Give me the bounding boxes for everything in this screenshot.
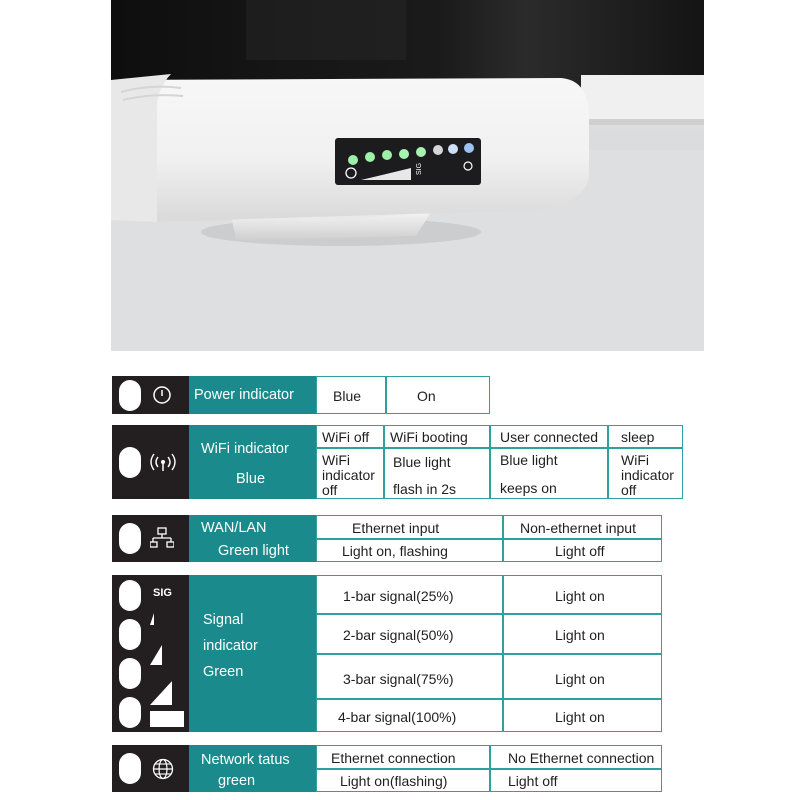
network-header-ethernet: Ethernet connection: [316, 745, 490, 769]
globe-icon: [152, 758, 174, 780]
wifi-header-off: WiFi off: [316, 425, 384, 448]
signal-row-2-state: Light on: [503, 614, 662, 654]
wan-value-non-ethernet: Light off: [503, 539, 662, 562]
wan-icon-cell: [112, 515, 189, 562]
device-photo: [111, 0, 704, 351]
network-value-no-ethernet: Light off: [490, 769, 662, 792]
sig-label: SIG: [416, 162, 423, 175]
led-pill: [119, 697, 141, 728]
signal-row-3-state: Light on: [503, 654, 662, 699]
wifi-value-booting: Blue light flash in 2s: [384, 448, 490, 499]
wifi-value-connected: Blue light keeps on: [490, 448, 608, 499]
signal-title-1: Signal: [203, 612, 244, 628]
led-pill: [119, 523, 141, 554]
signal-title-3: Green: [203, 664, 244, 680]
wifi-title: WiFi indicator: [201, 441, 289, 457]
led-pill: [119, 580, 141, 611]
power-title-cell: [189, 376, 316, 414]
signal-bars-icon: [148, 605, 186, 729]
signal-row-4-level: 4-bar signal(100%): [316, 699, 503, 732]
network-lan-icon: [150, 527, 174, 549]
signal-row-3-level: 3-bar signal(75%): [316, 654, 503, 699]
network-icon-cell: [112, 745, 189, 792]
wifi-color: Blue: [236, 471, 266, 487]
led-pill: [119, 380, 141, 411]
led-pill: [119, 619, 141, 650]
power-icon: [152, 385, 172, 405]
wan-header-non-ethernet: Non-ethernet input: [503, 515, 662, 539]
signal-row-1-state: Light on: [503, 575, 662, 614]
wifi-header-connected: User connected: [490, 425, 608, 448]
signal-icon-cell: [112, 575, 189, 732]
signal-title-cell: [189, 575, 316, 732]
wan-title-cell: [189, 515, 316, 562]
power-color: Blue: [333, 388, 362, 404]
signal-row-4-state: Light on: [503, 699, 662, 732]
led-pill: [119, 447, 141, 478]
power-icon-cell: [112, 376, 189, 414]
network-title: Network tatus: [201, 752, 290, 768]
wifi-value-off: WiFi indicator off: [316, 448, 384, 499]
outdoor-cpe-device-illustration: [111, 0, 704, 351]
signal-row-1-level: 1-bar signal(25%): [316, 575, 503, 614]
wan-header-ethernet: Ethernet input: [316, 515, 503, 539]
signal-row-2-level: 2-bar signal(50%): [316, 614, 503, 654]
wifi-icon-cell: [112, 425, 189, 499]
wifi-antenna-icon: [150, 453, 176, 473]
power-color-cell: [316, 376, 386, 414]
power-state: On: [417, 388, 436, 404]
network-color: green: [218, 773, 256, 789]
network-header-no-ethernet: No Ethernet connection: [490, 745, 662, 769]
network-value-ethernet: Light on(flashing): [316, 769, 490, 792]
led-pill: [119, 658, 141, 689]
wan-title: WAN/LAN: [201, 520, 267, 536]
wifi-header-sleep: sleep: [608, 425, 683, 448]
wifi-header-booting: WiFi booting: [384, 425, 490, 448]
wan-color: Green light: [218, 543, 289, 559]
wifi-title-cell: [189, 425, 316, 499]
wan-value-ethernet: Light on, flashing: [316, 539, 503, 562]
power-title: Power indicator: [194, 387, 294, 403]
signal-title-2: indicator: [203, 638, 258, 654]
power-state-cell: [386, 376, 490, 414]
led-pill: [119, 753, 141, 784]
wifi-value-sleep: WiFi indicator off: [608, 448, 683, 499]
network-title-cell: [189, 745, 316, 792]
sig-label: SIG: [153, 587, 172, 599]
